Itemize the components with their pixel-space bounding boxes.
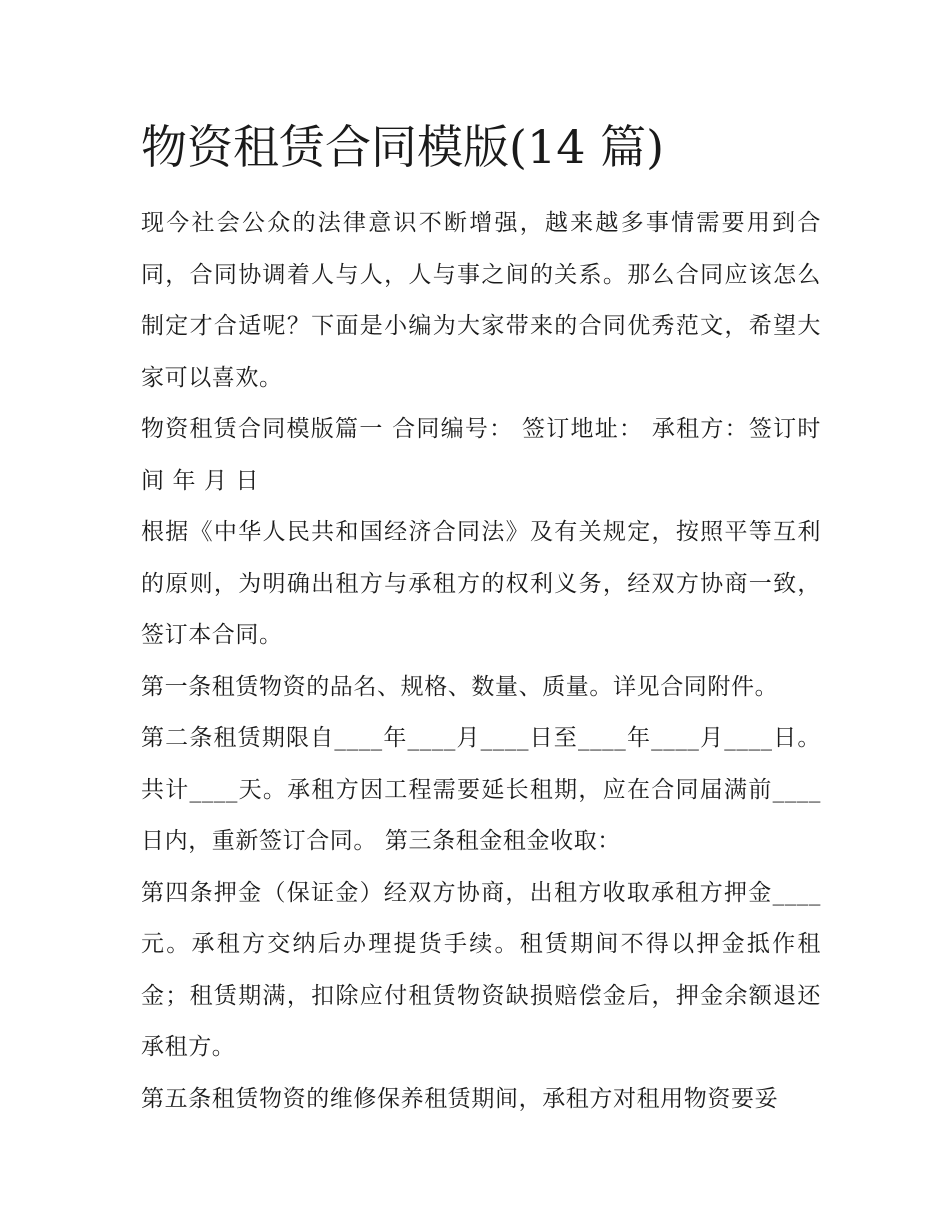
document-body [141,112,821,1125]
paragraph-article-2-3: 第二条租赁期限自____年____月____日至____年____月____日。共计____天。承租方因工程需要延长租期，应在合同届满前____日内，重新签订合同。 第三条租金租金收取： [141,725,821,854]
paragraph-article-1: 第一条租赁物资的品名、规格、数量、质量。详见合同附件。 [141,673,779,700]
paragraph-legal-basis: 根据《中华人民共和国经济合同法》及有关规定，按照平等互利的原则，为明确出租方与承租方的权利义务，经双方协商一致，签订本合同。 [141,519,821,648]
page-title: 物资租赁合同模版(14 篇) [141,120,665,174]
paragraph-article-5: 第五条租赁物资的维修保养租赁期间，承租方对租用物资要妥 [141,1085,779,1112]
paragraph-intro: 现今社会公众的法律意识不断增强，越来越多事情需要用到合同，合同协调着人与人，人与事之间的关系。那么合同应该怎么制定才合适呢？下面是小编为大家带来的合同优秀范文，希望大家可以喜欢。 [141,210,821,391]
paragraph-article-4: 第四条押金（保证金）经双方协商，出租方收取承租方押金____元。承租方交纳后办理提货手续。租赁期间不得以押金抵作租金；租赁期满，扣除应付租赁物资缺损赔偿金后，押金余额退还承租方。 [141,879,821,1060]
paragraph-contract-header: 物资租赁合同模版篇一 合同编号： 签订地址： 承租方：签订时间 年 月 日 [141,416,821,494]
